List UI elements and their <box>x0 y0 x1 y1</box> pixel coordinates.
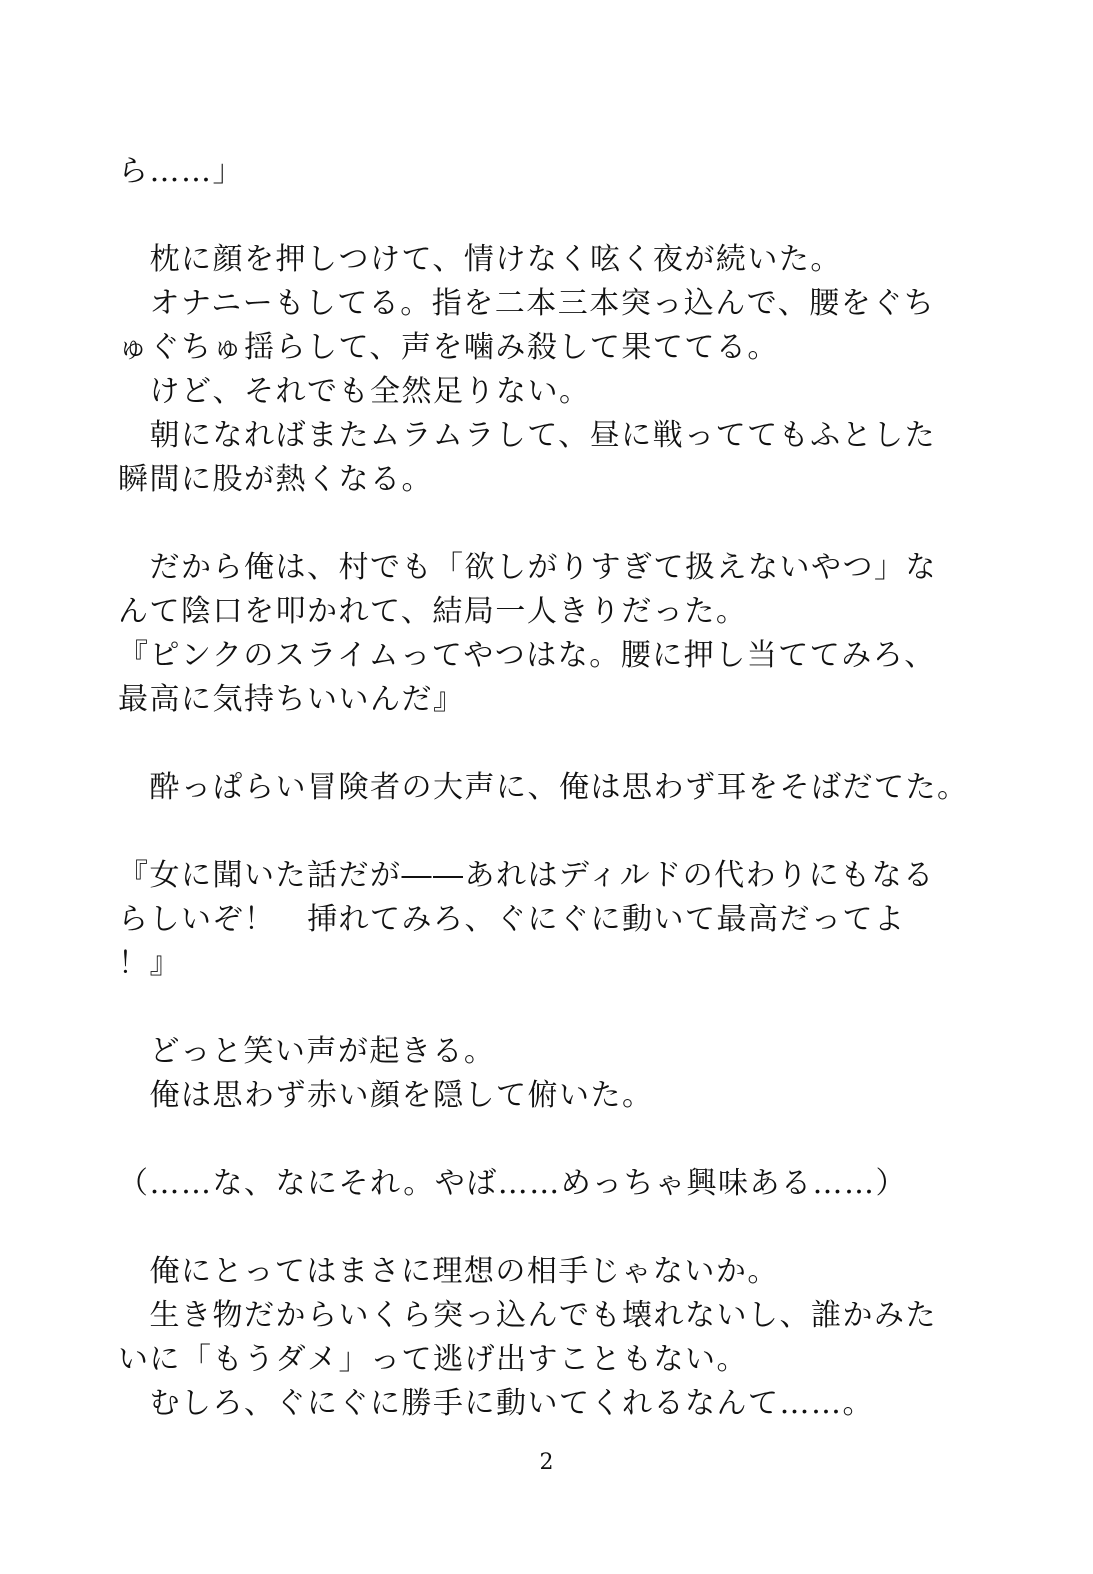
text-line: 枕に顔を押しつけて、情けなく呟く夜が続いた。 <box>118 242 842 277</box>
body-text <box>118 150 998 1426</box>
blank-line <box>118 810 998 854</box>
page-number: 2 <box>539 1450 554 1475</box>
blank-line <box>118 502 998 546</box>
text-line: 瞬間に股が熱くなる。 <box>118 462 433 497</box>
text-line: ら……」 <box>118 154 244 189</box>
text-line: んて陰口を叩かれて、結局一人きりだった。 <box>118 594 748 629</box>
blank-line <box>118 722 998 766</box>
text-line: 俺にとってはまさに理想の相手じゃないか。 <box>118 1254 779 1289</box>
text-line: だから俺は、村でも「欲しがりすぎて扱えないやつ」な <box>118 550 937 585</box>
text-line: らしいぞ！ 挿れてみろ、ぐにぐに動いて最高だってよ <box>118 902 906 937</box>
text-line: 『女に聞いた話だが――あれはディルドの代わりにもなる <box>118 858 935 893</box>
blank-line <box>118 1118 998 1162</box>
text-line: 最高に気持ちいいんだ』 <box>118 682 465 717</box>
text-line: 俺は思わず赤い顔を隠して俯いた。 <box>118 1078 654 1113</box>
text-line: （……な、なにそれ。やば……めっちゃ興味ある……） <box>118 1166 907 1201</box>
text-line: 生き物だからいくら突っ込んでも壊れないし、誰かみた <box>118 1298 937 1333</box>
blank-line <box>118 194 998 238</box>
text-line: ！』 <box>118 946 181 981</box>
text-line: ゅぐちゅ揺らして、声を噛み殺して果ててる。 <box>118 330 779 365</box>
text-line: 酔っぱらい冒険者の大声に、俺は思わず耳をそばだてた。 <box>118 770 969 805</box>
text-line: 『ピンクのスライムってやつはな。腰に押し当ててみろ、 <box>118 638 936 673</box>
text-line: オナニーもしてる。指を二本三本突っ込んで、腰をぐち <box>118 286 936 321</box>
text-line: けど、それでも全然足りない。 <box>118 374 591 409</box>
blank-line <box>118 1206 998 1250</box>
blank-line <box>118 986 998 1030</box>
text-line: 朝になればまたムラムラして、昼に戦っててもふとした <box>118 418 937 453</box>
text-line: いに「もうダメ」って逃げ出すこともない。 <box>118 1342 748 1377</box>
text-line: どっと笑い声が起きる。 <box>118 1034 496 1069</box>
text-line: むしろ、ぐにぐに勝手に動いてくれるなんて……。 <box>118 1386 874 1421</box>
